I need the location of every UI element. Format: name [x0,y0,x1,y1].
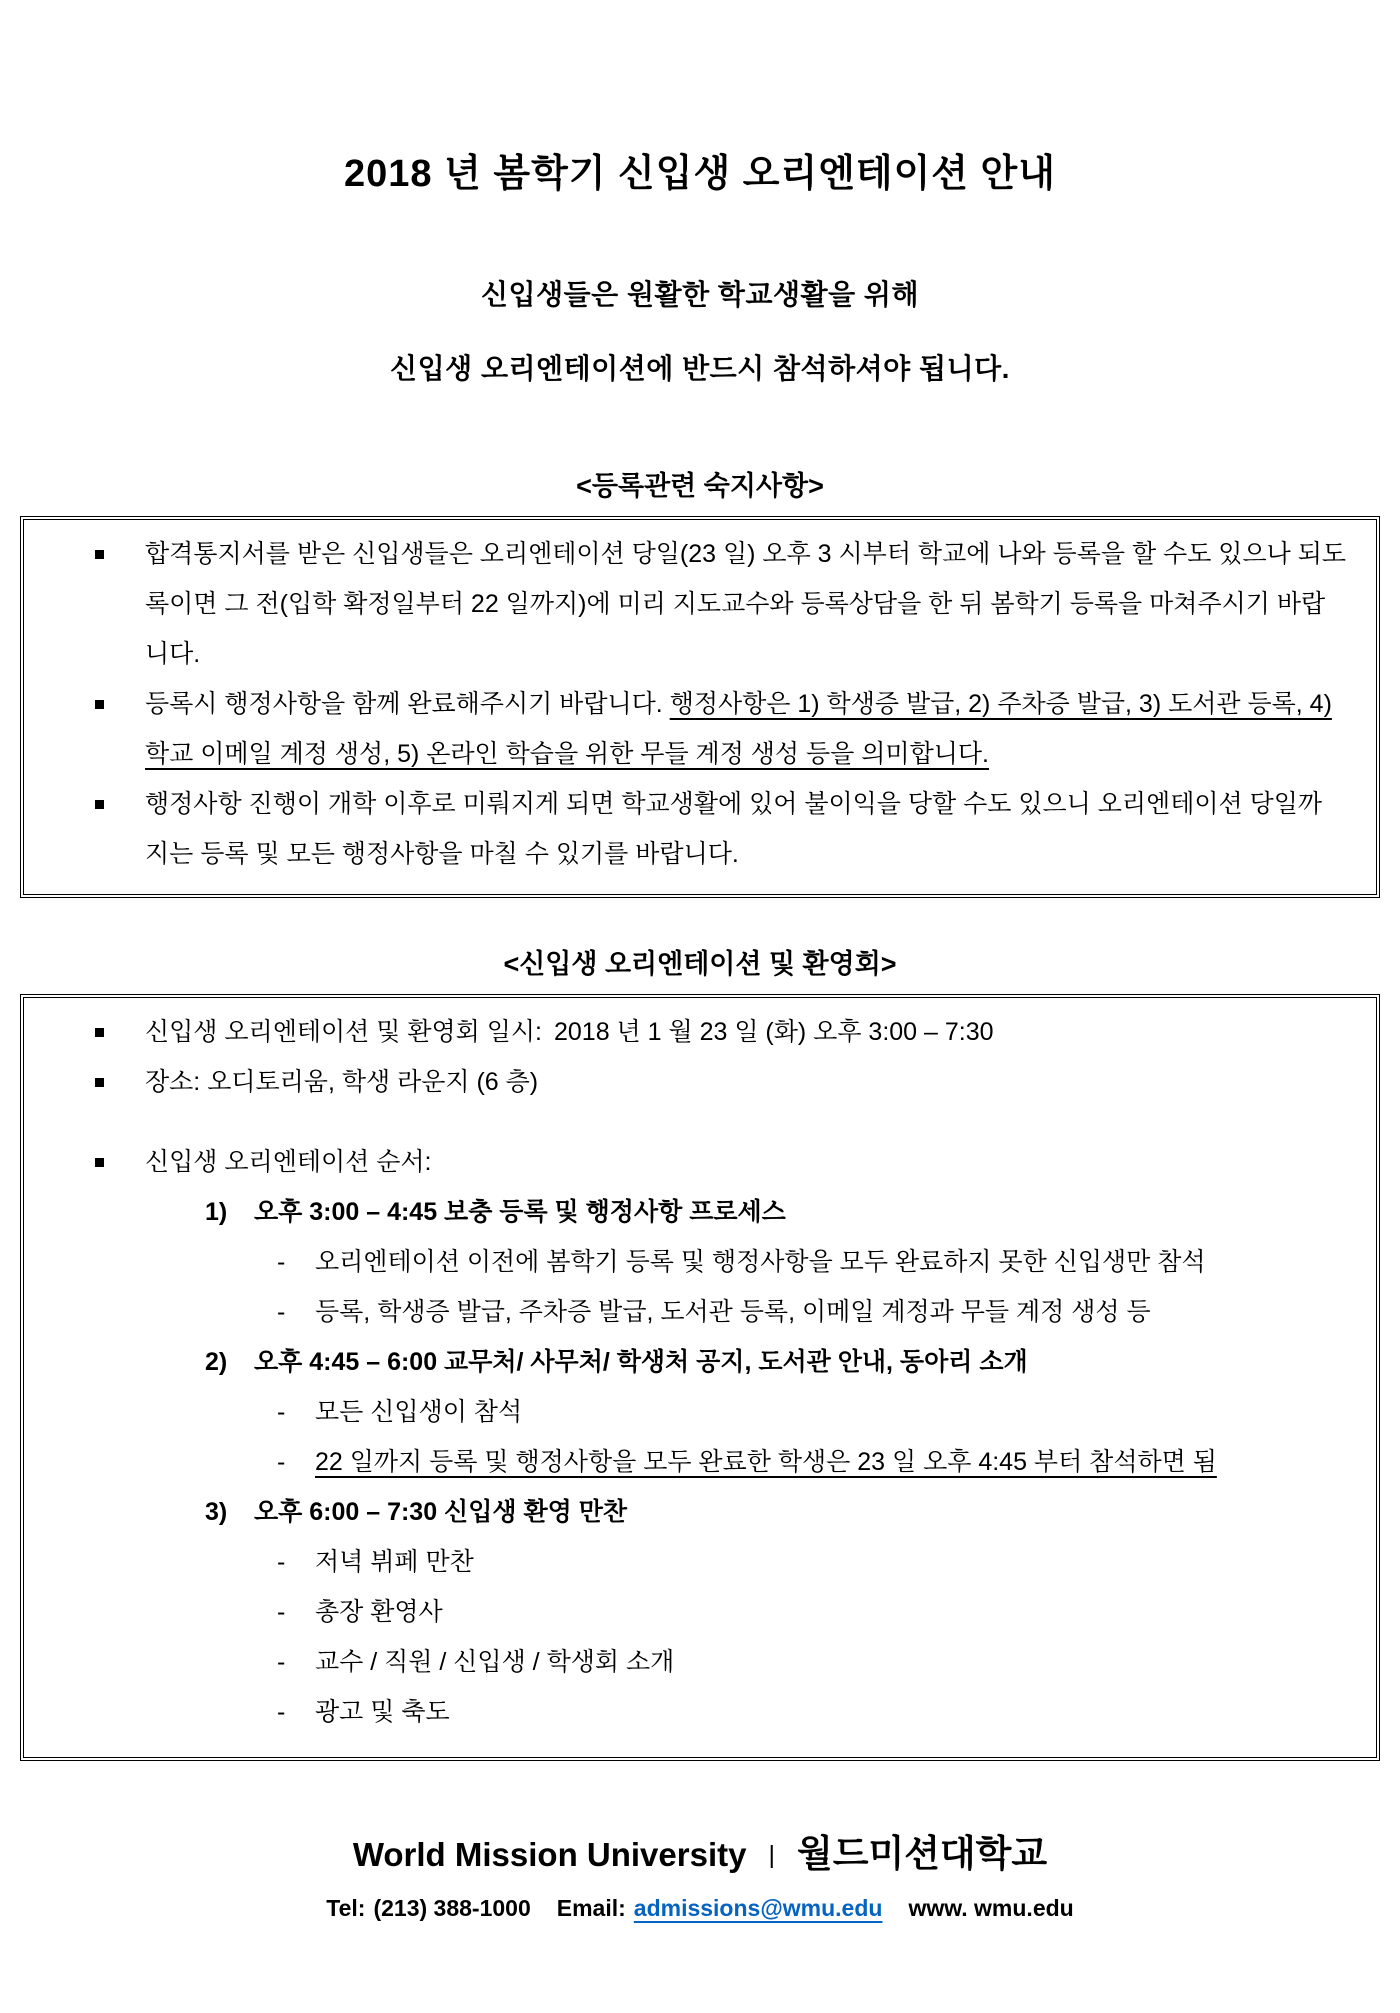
website-text: www. wmu.edu [908,1895,1074,1921]
agenda-subitem [24,1387,1346,1437]
dash-icon: - [277,1298,286,1326]
bullet-text: 행정사항 진행이 개학 이후로 미뤄지게 되면 학교생활에 있어 불이익을 당할 수도 있으니 오리엔테이션 당일까지는 등록 및 모든 행정사항을 마칠 수 있기를 바랍니다. [145,790,1323,868]
dash-icon: - [277,1248,286,1276]
bullet-item [24,679,1346,779]
agenda-number: 2) [205,1348,228,1376]
agenda-number: 3) [205,1498,228,1526]
dash-icon: - [277,1548,286,1576]
registration-bullet-list [24,529,1346,879]
bullet-item-order [24,1137,1346,1187]
subitem-text: 저녁 뷔페 만찬 [315,1548,474,1576]
square-bullet-icon [95,550,104,559]
subitem-text: 등록, 학생증 발급, 주차증 발급, 도서관 등록, 이메일 계정과 무들 계정 생성 등 [315,1298,1151,1326]
agenda-subitem [24,1287,1346,1337]
dash-icon: - [277,1648,286,1676]
agenda-subitem [24,1537,1346,1587]
bullet-item [24,529,1346,679]
datetime-value: 2018 년 1 월 23 일 (화) 오후 3:00 – 7:30 [553,1018,994,1046]
subitem-text: 광고 및 축도 [315,1698,450,1726]
agenda-subitem [24,1687,1346,1737]
bullet-text-underlined: 행정사항은 1) 학생증 발급, 2) 주차증 발급, 3) 도서관 등록, 4) 학교 이메일 계정 생성, 5) 온라인 학습을 위한 무들 계정 생성 등을 의미합니다. [145,690,1332,768]
subitem-text: 22 일까지 등록 및 행정사항을 모두 완료한 학생은 23 일 오후 4:45 부터 참석하면 됨 [315,1448,1217,1476]
subitem-text: 교수 / 직원 / 신입생 / 학생회 소개 [315,1648,675,1676]
square-bullet-icon [95,1158,104,1167]
agenda-subitem [24,1437,1346,1487]
agenda-item [24,1187,1346,1337]
agenda-item [24,1337,1346,1487]
agenda-item [24,1487,1346,1737]
agenda-subitem [24,1237,1346,1287]
agenda-subitems [24,1537,1346,1737]
footer [20,1823,1380,1922]
section-heading-orientation: <신입생 오리엔테이션 및 환영회> [503,949,897,979]
section-heading-registration: <등록관련 숙지사항> [576,471,824,501]
bullet-item-location [24,1057,1346,1107]
agenda-title: 오후 6:00 – 7:30 신입생 환영 만찬 [254,1498,628,1526]
orientation-box [20,994,1380,1761]
agenda-heading [24,1487,1346,1537]
agenda-title: 오후 4:45 – 6:00 교무처/ 사무처/ 학생처 공지, 도서관 안내, 동아리 소개 [254,1348,1028,1376]
bullet-text: 등록시 행정사항을 함께 완료해주시기 바랍니다. [145,690,670,718]
blank-line [24,1107,1346,1137]
square-bullet-icon [95,1028,104,1037]
tel-label: Tel: [326,1895,366,1921]
agenda-subitems [24,1237,1346,1337]
subitem-text: 오리엔테이션 이전에 봄학기 등록 및 행정사항을 모두 완료하지 못한 신입생만 참석 [315,1248,1206,1276]
email-link[interactable]: admissions@wmu.edu [633,1895,883,1921]
agenda-heading [24,1187,1346,1237]
dash-icon: - [277,1448,286,1476]
agenda-subitem [24,1587,1346,1637]
agenda-number: 1) [205,1198,228,1226]
university-name-line [20,1823,1380,1877]
agenda-subitems [24,1387,1346,1487]
bullet-item [24,779,1346,879]
agenda-title: 오후 3:00 – 4:45 보충 등록 및 행정사항 프로세스 [254,1198,786,1226]
square-bullet-icon [95,700,104,709]
dash-icon: - [277,1698,286,1726]
bullet-item-datetime [24,1007,1346,1057]
university-name-kr: 월드미션대학교 [796,1833,1048,1874]
bullet-text: 합격통지서를 받은 신입생들은 오리엔테이션 당일(23 일) 오후 3 시부터 학교에 나와 등록을 할 수도 있으나 되도록이면 그 전(입학 확정일부터 22 일까지)에 미리 지도교수와 등록상담을 한 뒤 봄학기 등록을 마쳐주시기 바랍니다. [145,540,1347,668]
agenda-list [24,1187,1346,1737]
tel-value: (213) 388-1000 [373,1895,531,1921]
university-name-en: World Mission University [352,1836,747,1873]
subitem-text: 모든 신입생이 참석 [315,1398,523,1426]
location-text: 장소: 오디토리움, 학생 라운지 (6 층) [145,1068,539,1096]
dash-icon: - [277,1598,286,1626]
datetime-label: 신입생 오리엔테이션 및 환영회 일시: [145,1018,542,1046]
order-label: 신입생 오리엔테이션 순서: [145,1148,432,1176]
agenda-heading [24,1337,1346,1387]
document-title: 2018 년 봄학기 신입생 오리엔테이션 안내 [344,153,1056,195]
document-subtitle-line1: 신입생들은 원활한 학교생활을 위해 [480,279,920,310]
email-label: Email: [556,1895,626,1921]
square-bullet-icon [95,800,104,809]
subitem-text: 총장 환영사 [315,1598,443,1626]
dash-icon: - [277,1398,286,1426]
agenda-subitem [24,1637,1346,1687]
separator-bar: | [768,1841,775,1869]
document-subtitle-line2: 신입생 오리엔테이션에 반드시 참석하셔야 됩니다. [390,353,1010,384]
registration-notice-box [20,516,1380,898]
square-bullet-icon [95,1078,104,1087]
contact-line [20,1895,1380,1922]
